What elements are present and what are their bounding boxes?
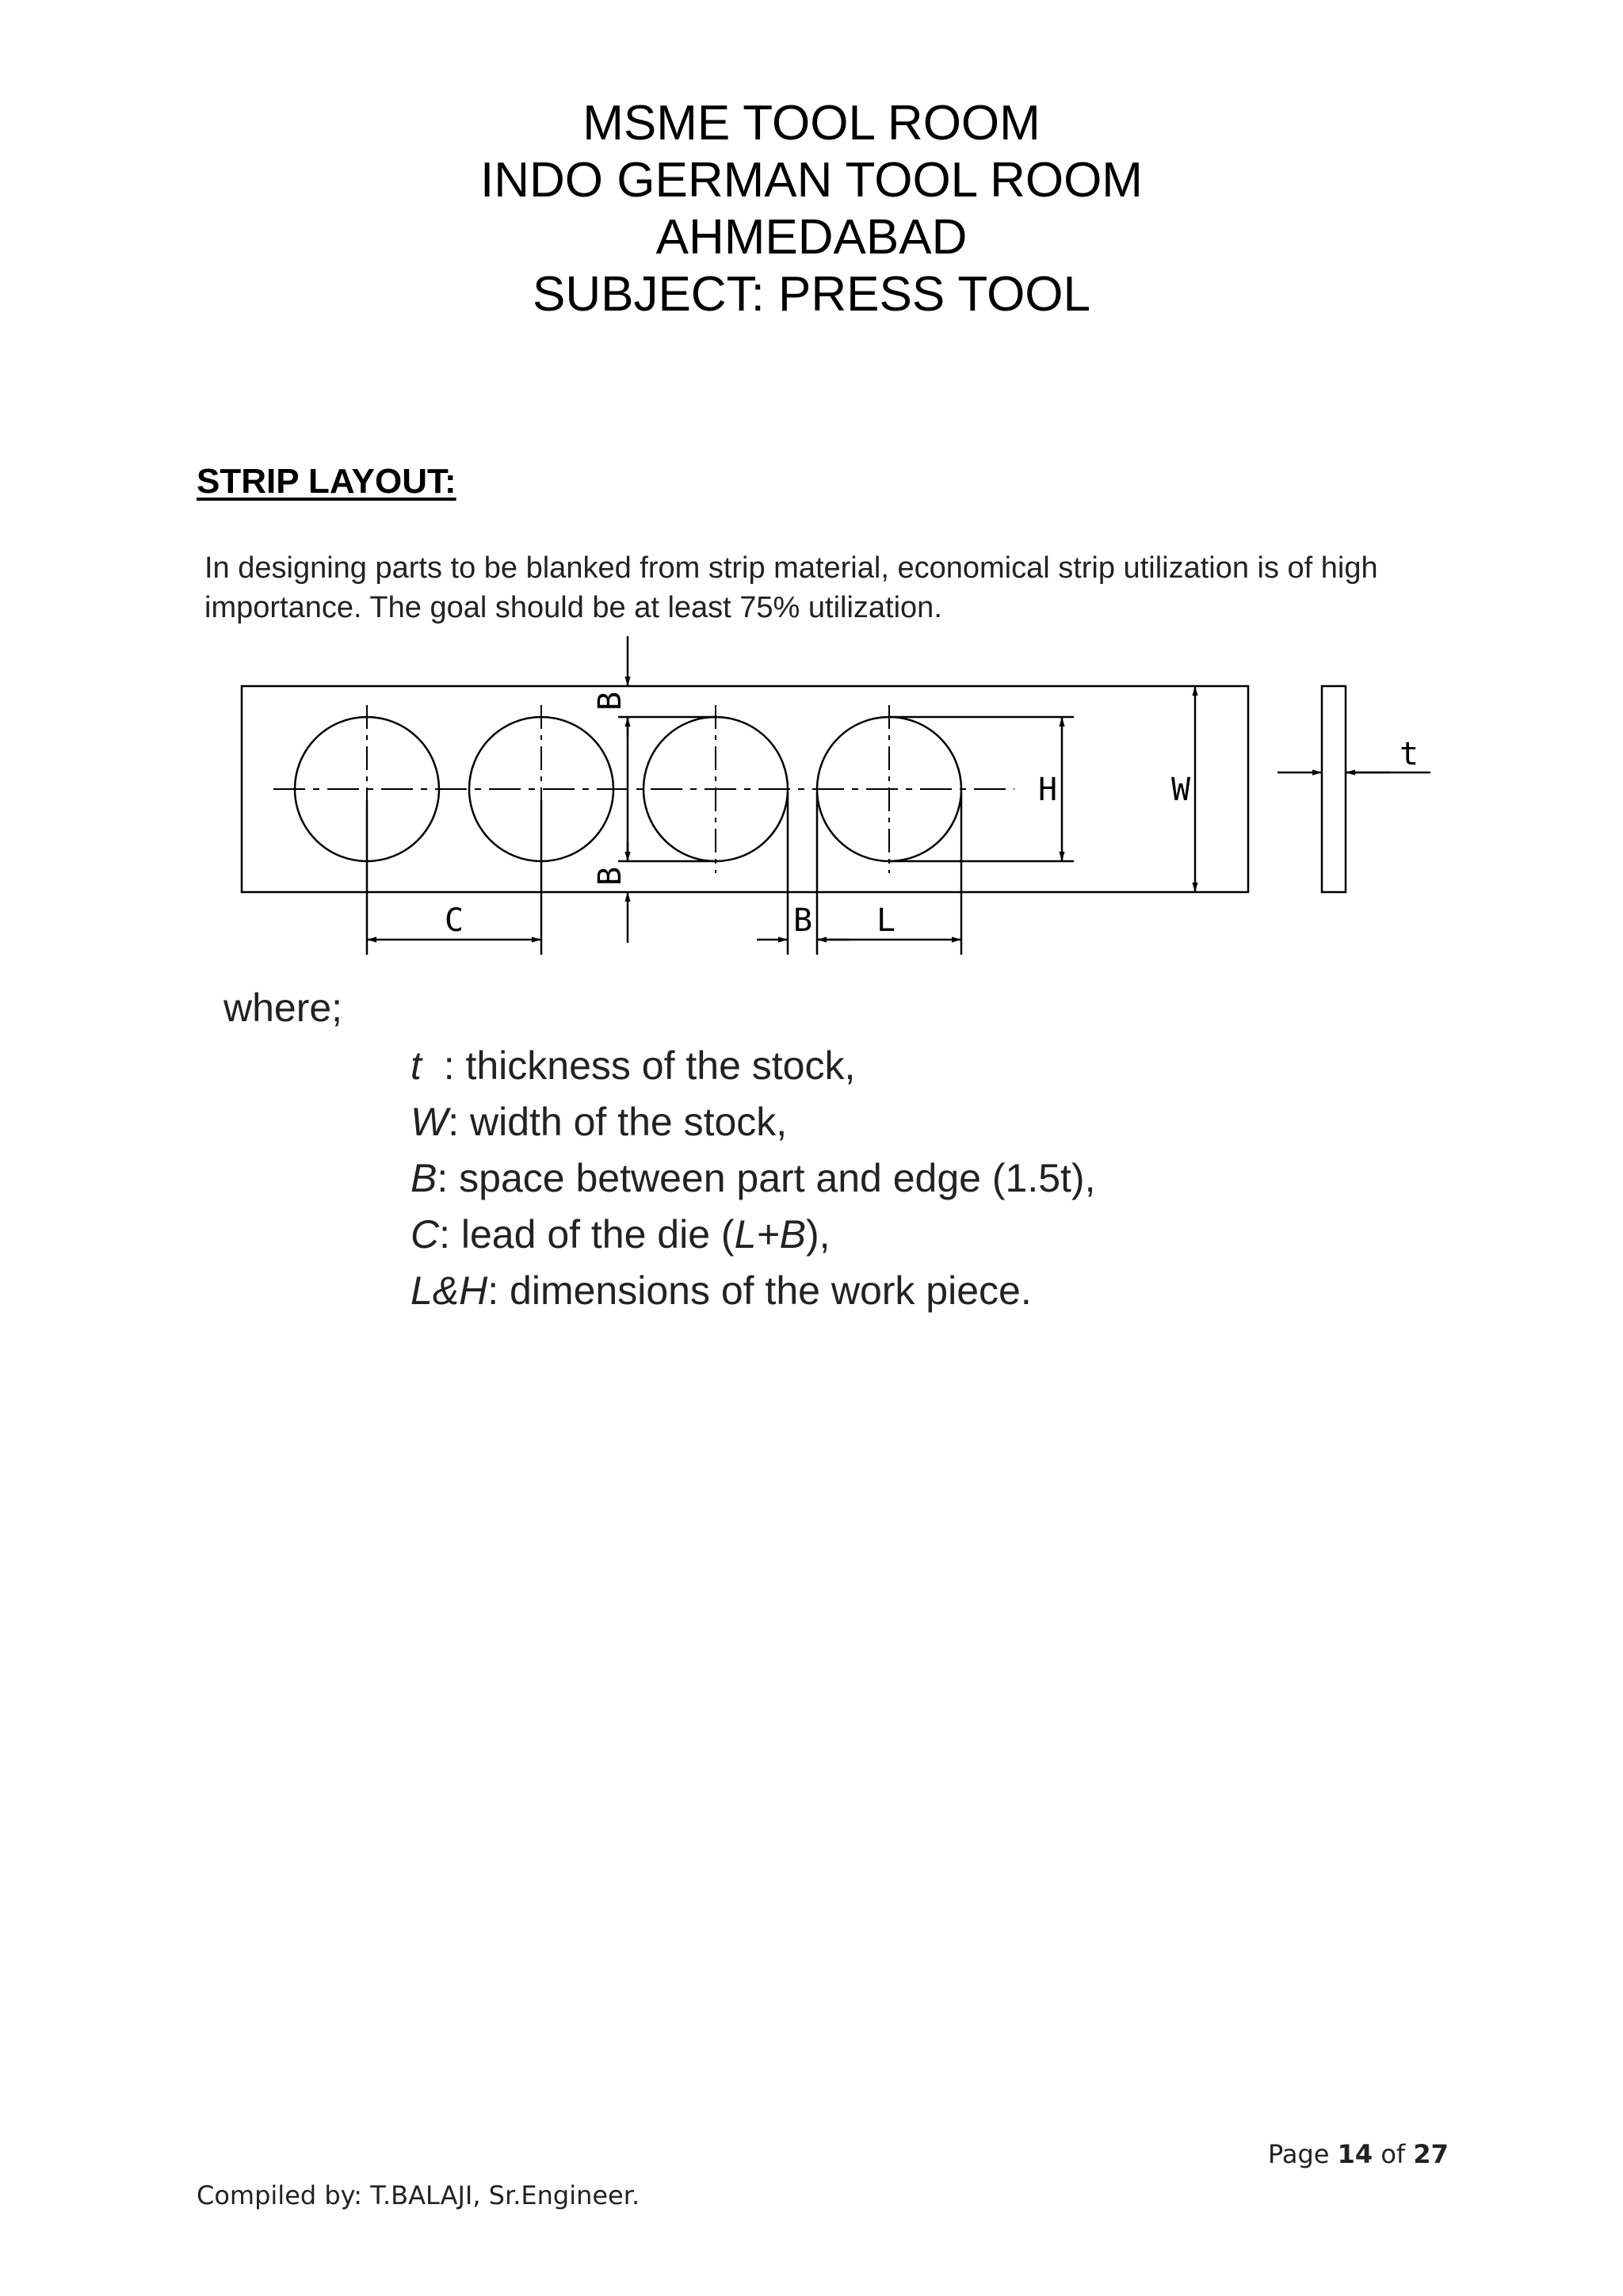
strip-thickness-view [1322,686,1346,892]
label-l: L [876,902,896,939]
symbol-lh: L&H [411,1268,488,1313]
definition-c: C: lead of the die (L+B), [411,1212,831,1257]
definition-w: W: width of the stock, [411,1100,788,1144]
header-line-1: MSME TOOL ROOM [582,96,1041,151]
definition-t: t : thickness of the stock, [411,1043,856,1088]
header-line-2: INDO GERMAN TOOL ROOM [480,153,1143,208]
intro-paragraph: In designing parts to be blanked from strip material, economical strip utilization is of high importance. The goal should be at least 75% utilization. [204,551,1378,624]
symbol-b: B [411,1156,437,1200]
header-line-3: AHMEDABAD [655,210,968,265]
section-title: STRIP LAYOUT: [197,462,456,501]
definitions-list [411,1038,1095,1319]
symbol-w: W [411,1100,449,1144]
label-b-top: B [592,691,628,711]
label-h: H [1037,772,1058,808]
header-line-4: SUBJECT: PRESS TOOL [532,267,1091,322]
page-number: Page 14 of 27 [1268,2139,1449,2169]
label-b-gap: B [792,902,813,939]
label-t: t [1399,736,1419,772]
label-c: C [444,902,464,939]
definition-b: B: space between part and edge (1.5t), [411,1156,1096,1200]
document-header [0,95,1623,323]
label-b-bottom: B [592,866,628,887]
strip-layout-diagram [198,626,1442,967]
definition-lh: L&H: dimensions of the work piece. [411,1268,1032,1313]
label-w: W [1170,772,1191,808]
symbol-t: t [411,1043,422,1088]
symbol-c: C [411,1212,440,1257]
compiled-by: Compiled by: T.BALAJI, Sr.Engineer. [197,2180,640,2210]
where-label: where; [223,986,343,1030]
